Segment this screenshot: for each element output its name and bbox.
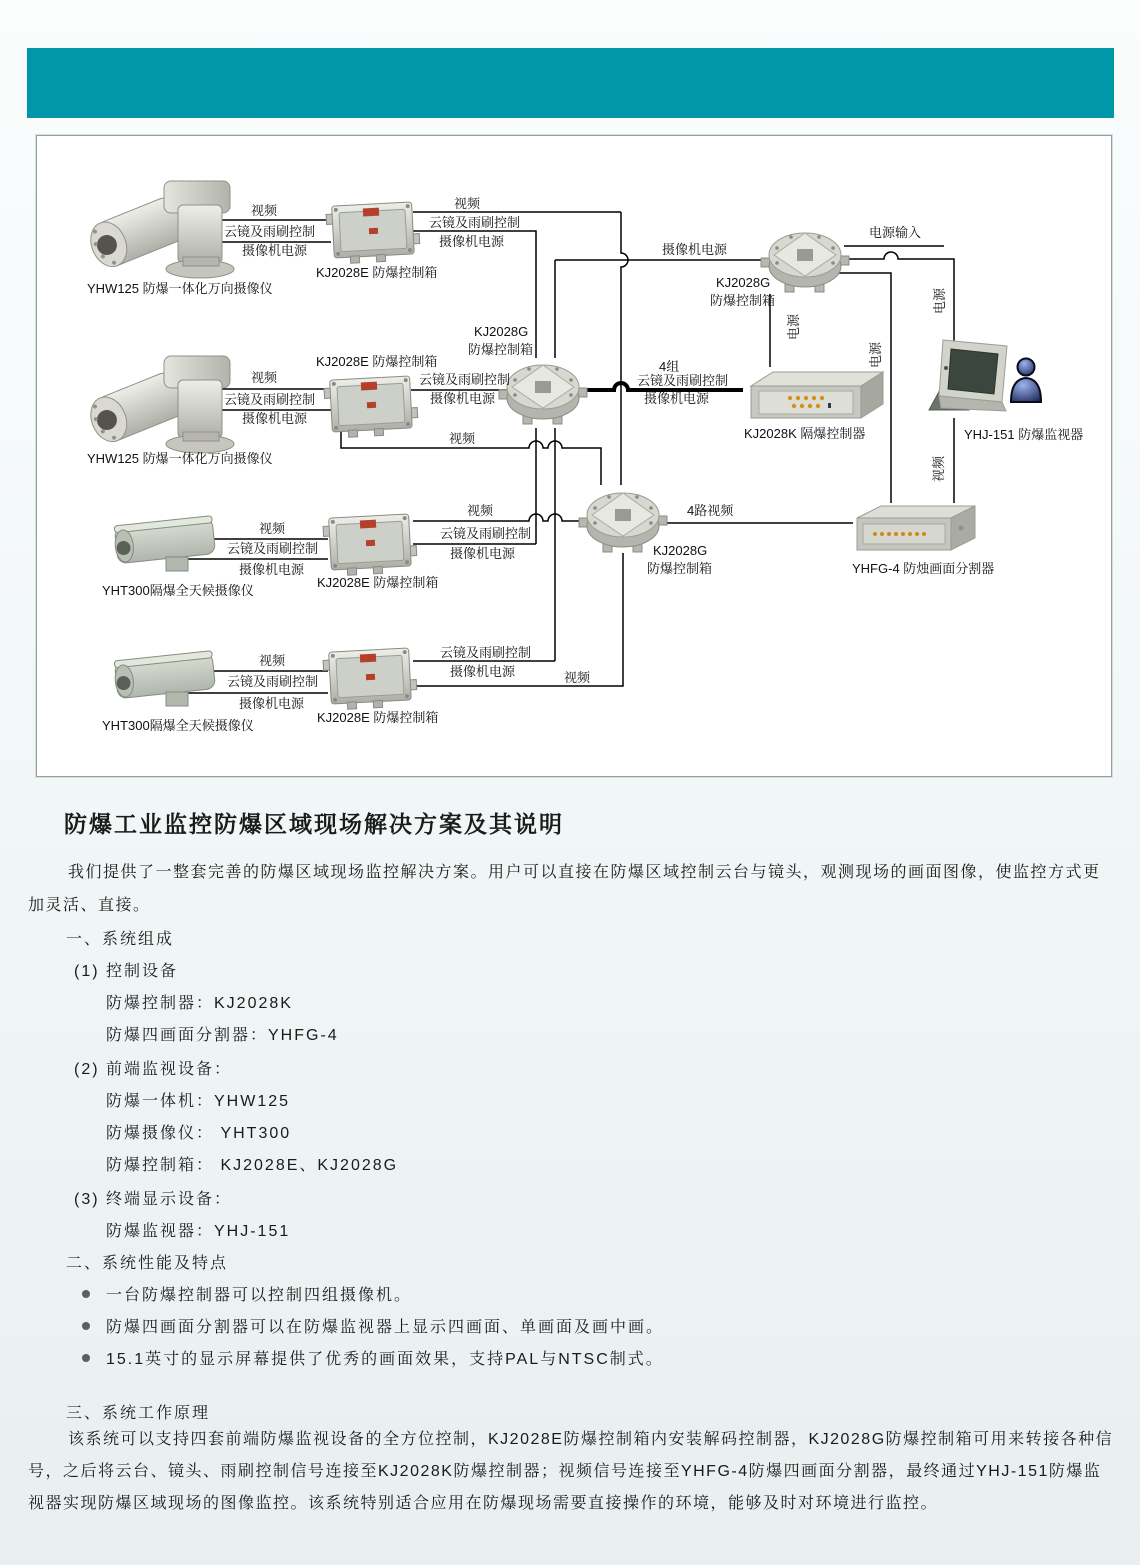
wire-label-ctrl: 云镜及雨刷控制 xyxy=(429,215,521,230)
wire-label-campower: 摄像机电源 xyxy=(439,234,505,249)
wire-label-power: 电源 xyxy=(868,341,883,368)
wire-label-ctrl: 云镜及雨刷控制 xyxy=(227,541,319,556)
yhj151-label: YHJ-151 防爆监视器 xyxy=(964,427,1084,442)
wire-label-campower: 摄像机电源 xyxy=(239,696,305,711)
kj2028k-controller xyxy=(751,372,883,418)
wire-label-video: 视频 xyxy=(564,670,591,685)
header-bar xyxy=(27,48,1114,118)
system-diagram-panel xyxy=(36,135,1112,777)
kj2028e-box-1 xyxy=(326,202,421,265)
wire-label-campower: 摄像机电源 xyxy=(450,664,516,679)
wire-label-group4: 4组 xyxy=(659,359,680,374)
wire-label-power-input: 电源输入 xyxy=(869,225,922,240)
kj2028k-label: KJ2028K 隔爆控制器 xyxy=(744,426,866,441)
wire-label-campower: 摄像机电源 xyxy=(242,411,308,426)
list-item: (3) 终端显示设备： xyxy=(74,1191,233,1208)
list-item: 防爆摄像仪： YHT300 xyxy=(106,1125,292,1142)
bullet-text: 防爆四画面分割器可以在防爆监视器上显示四画面、单画面及画中画。 xyxy=(106,1319,665,1336)
kj2028g-box-1 xyxy=(499,365,587,424)
kj2028e-label: KJ2028E 防爆控制箱 xyxy=(316,354,438,369)
wire-label-power: 电源 xyxy=(786,313,801,340)
principle-paragraph: 该系统可以支持四套前端防爆监视设备的全方位控制，KJ2028E防爆控制箱内安装解码控制器，KJ2028G防爆控制箱可用来转接各种信号，之后将云台、镜头、雨刷控制信号连接至KJ2028K防爆控制器；视频信号连接至YHFG-4防爆四画面分割器，最终通过YHJ-151防爆监视器实现防爆区域现场的图像监控。该系统特别适合应用在防爆现场需要直接操作的环境，能够及时对环境进行监控。 xyxy=(28,1431,1114,1512)
list-item: 防爆控制器：KJ2028K xyxy=(106,995,293,1012)
kj2028g-label: 防爆控制箱 xyxy=(468,342,534,357)
bullet-text: 一台防爆控制器可以控制四组摄像机。 xyxy=(106,1287,413,1304)
wire-label-ctrl: 云镜及雨刷控制 xyxy=(440,645,532,660)
wire-label-campower: 摄像机电源 xyxy=(430,391,496,406)
list-item: 防爆四画面分割器：YHFG-4 xyxy=(106,1027,339,1044)
section-3-heading: 三、系统工作原理 xyxy=(66,1405,211,1422)
intro-paragraph: 我们提供了一整套完善的防爆区域现场监控解决方案。用户可以直接在防爆区域控制云台与镜头，观测现场的画面图像，使监控方式更加灵活、直接。 xyxy=(28,864,1101,914)
feature-bullet xyxy=(82,1282,412,1305)
wire-label-video: 视频 xyxy=(259,653,286,668)
wire-label-video: 视频 xyxy=(467,503,494,518)
kj2028e-label: KJ2028E 防爆控制箱 xyxy=(317,575,439,590)
list-item: 防爆一体机：YHW125 xyxy=(106,1093,291,1110)
camera-yht300-1 xyxy=(113,516,215,571)
wire-label-campower: 摄像机电源 xyxy=(239,562,305,577)
wire-label-video: 视频 xyxy=(259,521,286,536)
wire-label-campower: 摄像机电源 xyxy=(242,243,308,258)
kj2028g-label: KJ2028G xyxy=(474,324,529,339)
camera-yhw125-label: YHW125 防爆一体化万向摄像仪 xyxy=(87,451,273,466)
bullet-dot-icon xyxy=(82,1322,90,1330)
camera-yhw125-label: YHW125 防爆一体化万向摄像仪 xyxy=(87,281,273,296)
wire-label-video: 视频 xyxy=(251,370,278,385)
kj2028g-label: KJ2028G xyxy=(653,543,708,558)
yhj151-monitor xyxy=(929,340,1007,411)
wires xyxy=(182,212,954,693)
bullet-dot-icon xyxy=(82,1354,90,1362)
wire-label-ctrl: 云镜及雨刷控制 xyxy=(637,373,729,388)
feature-bullet xyxy=(82,1314,664,1337)
kj2028g-label: 防爆控制箱 xyxy=(647,561,713,576)
kj2028e-box-2 xyxy=(324,376,419,439)
camera-yht300-2 xyxy=(113,651,215,706)
wire-label-ctrl: 云镜及雨刷控制 xyxy=(227,674,319,689)
yhfg4-splitter xyxy=(857,506,975,550)
wire-label-ctrl: 云镜及雨刷控制 xyxy=(419,372,511,387)
wire-label-video4: 4路视频 xyxy=(687,503,734,518)
camera-yhw125-1 xyxy=(84,181,234,278)
person-icon xyxy=(1011,359,1041,403)
wire-label-campower: 摄像机电源 xyxy=(662,242,728,257)
wire-label-ctrl: 云镜及雨刷控制 xyxy=(440,526,532,541)
list-item: 防爆监视器：YHJ-151 xyxy=(106,1223,291,1240)
kj2028e-box-4 xyxy=(323,648,418,711)
bullet-dot-icon xyxy=(82,1290,90,1298)
wire-label-video: 视频 xyxy=(454,196,481,211)
camera-yht300-label: YHT300隔爆全天候摄像仪 xyxy=(102,583,254,598)
list-item: 防爆控制箱： KJ2028E、KJ2028G xyxy=(106,1157,399,1174)
kj2028g-label: KJ2028G xyxy=(716,275,771,290)
kj2028e-box-3 xyxy=(323,514,418,577)
bullet-text: 15.1英寸的显示屏幕提供了优秀的画面效果，支持PAL与NTSC制式。 xyxy=(106,1351,664,1368)
wire-label-ctrl: 云镜及雨刷控制 xyxy=(224,224,316,239)
camera-yht300-label: YHT300隔爆全天候摄像仪 xyxy=(102,718,254,733)
section-2-heading: 二、系统性能及特点 xyxy=(66,1255,229,1272)
wire-label-power: 电源 xyxy=(932,287,947,314)
wire-label-video: 视频 xyxy=(449,431,476,446)
list-item: (1) 控制设备 xyxy=(74,963,179,980)
wire-label-video: 视频 xyxy=(931,455,946,482)
wire-label-campower: 摄像机电源 xyxy=(450,546,516,561)
yhfg4-label: YHFG-4 防烛画面分割器 xyxy=(852,561,995,576)
camera-yhw125-2 xyxy=(84,356,234,453)
section-1-heading: 一、系统组成 xyxy=(66,931,175,948)
kj2028e-label: KJ2028E 防爆控制箱 xyxy=(317,710,439,725)
wire-label-video: 视频 xyxy=(251,203,278,218)
feature-bullet xyxy=(82,1346,664,1369)
list-item: (2) 前端监视设备： xyxy=(74,1061,233,1078)
kj2028g-label: 防爆控制箱 xyxy=(710,293,776,308)
wire-label-ctrl: 云镜及雨刷控制 xyxy=(224,392,316,407)
kj2028e-label: KJ2028E 防爆控制箱 xyxy=(316,265,438,280)
wire-label-campower: 摄像机电源 xyxy=(644,391,710,406)
kj2028g-box-2 xyxy=(761,233,849,292)
page-title: 防爆工业监控防爆区域现场解决方案及其说明 xyxy=(64,811,564,837)
